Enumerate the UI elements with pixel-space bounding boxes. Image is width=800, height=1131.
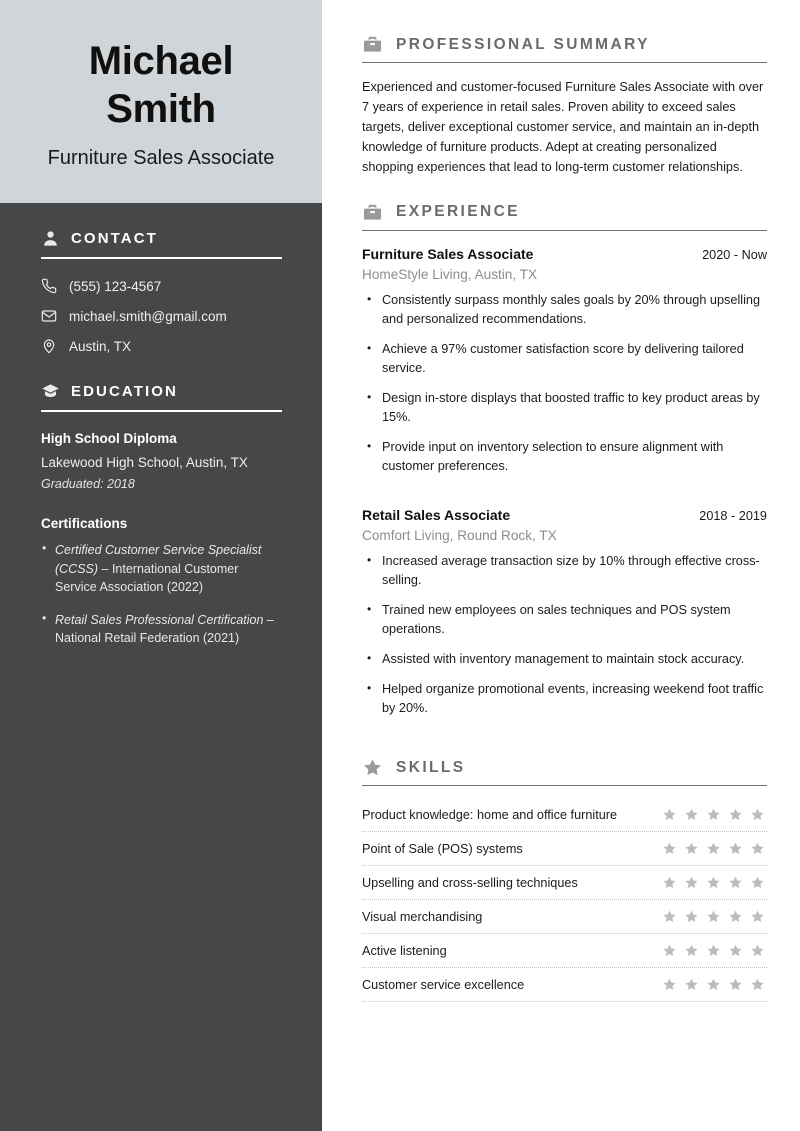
- skill-rating-stars: [662, 977, 767, 992]
- skill-row: [362, 934, 767, 968]
- experience-bullets: [362, 552, 767, 718]
- education-heading-row: [41, 382, 282, 410]
- star-icon: [684, 943, 699, 958]
- experience-entry: [362, 507, 767, 718]
- contact-heading: CONTACT: [71, 230, 158, 247]
- experience-dates: 2020 - Now: [702, 247, 767, 262]
- sidebar-body: [0, 203, 322, 1131]
- education-degree: High School Diploma: [41, 431, 177, 446]
- phone-icon: [41, 278, 57, 294]
- contact-email-row[interactable]: [41, 308, 282, 324]
- experience-bullet: • Provide input on inventory selection to ensure alignment with customer preferences.: [362, 438, 767, 476]
- skill-row: [362, 832, 767, 866]
- skill-name: Upselling and cross-selling techniques: [362, 875, 578, 890]
- star-icon: [362, 757, 383, 778]
- experience-bullet: • Consistently surpass monthly sales goals by 20% through upselling and personalized recommendations.: [362, 291, 767, 329]
- contact-divider: [41, 257, 282, 259]
- skill-rating-stars: [662, 909, 767, 924]
- summary-text: Experienced and customer-focused Furniture Sales Associate with over 7 years of experience in retail sales. Proven ability to exceed sales targets, deliver exceptional customer service, and maintain an in-depth knowledge of furniture products. Adept at creating personalized shopping experiences that lead to long-term customer relationships.: [362, 80, 764, 174]
- experience-company: Comfort Living, Round Rock, TX: [362, 528, 557, 544]
- experience-entry: [362, 246, 767, 476]
- star-icon: [728, 977, 743, 992]
- skills-divider: [362, 785, 767, 786]
- certification-issuer: – International Customer Service Association (2022): [55, 561, 239, 594]
- skill-rating-stars: [662, 875, 767, 890]
- certification-item: [41, 541, 282, 597]
- summary-divider: [362, 62, 767, 63]
- last-name: Smith: [106, 87, 216, 131]
- experience-bullet: • Trained new employees on sales techniques and POS system operations.: [362, 601, 767, 639]
- location-value: Austin, TX: [69, 338, 132, 354]
- experience-entry-header: [362, 246, 767, 262]
- contact-heading-row: [41, 229, 282, 257]
- experience-role: Furniture Sales Associate: [362, 245, 534, 262]
- contact-section: [41, 229, 282, 354]
- experience-role: Retail Sales Associate: [362, 507, 511, 524]
- certification-name: Certified Customer Service Specialist (CCSS): [55, 543, 262, 576]
- summary-heading: PROFESSIONAL SUMMARY: [396, 35, 650, 53]
- contact-location-row[interactable]: [41, 338, 282, 354]
- briefcase-icon: [362, 34, 383, 55]
- education-graduated: Graduated: 2018: [41, 477, 135, 491]
- education-divider: [41, 410, 282, 412]
- summary-heading-row: [362, 34, 767, 62]
- certifications-title: Certifications: [41, 516, 128, 531]
- skill-row: [362, 900, 767, 934]
- experience-dates: 2018 - 2019: [699, 509, 767, 524]
- star-icon: [662, 977, 677, 992]
- experience-bullets: [362, 291, 767, 476]
- contact-phone-row[interactable]: [41, 278, 282, 294]
- location-icon: [41, 338, 57, 354]
- experience-spacer: [362, 487, 767, 507]
- experience-bullet: • Achieve a 97% customer satisfaction score by delivering tailored service.: [362, 340, 767, 378]
- graduation-cap-icon: [41, 382, 60, 401]
- education-section: [41, 382, 282, 648]
- experience-bullet: • Helped organize promotional events, increasing weekend foot traffic by 20%.: [362, 680, 767, 718]
- certifications-list: [41, 541, 282, 648]
- experience-bullet: • Design in-store displays that boosted traffic to key product areas by 15%.: [362, 389, 767, 427]
- skill-name: Active listening: [362, 943, 447, 958]
- skill-name: Visual merchandising: [362, 909, 483, 924]
- experience-heading: EXPERIENCE: [396, 203, 520, 221]
- name-header-panel: [0, 0, 322, 203]
- experience-section: [362, 202, 767, 719]
- briefcase-icon: [362, 202, 383, 223]
- star-icon: [750, 807, 765, 822]
- skills-section: [362, 757, 767, 1002]
- star-icon: [684, 807, 699, 822]
- star-icon: [706, 807, 721, 822]
- skill-rating-stars: [662, 943, 767, 958]
- education-school: Lakewood High School, Austin, TX: [41, 455, 248, 470]
- star-icon: [706, 977, 721, 992]
- phone-value: (555) 123-4567: [69, 278, 162, 294]
- skills-list: [362, 801, 767, 1002]
- experience-bullet: • Increased average transaction size by 10% through effective cross-selling.: [362, 552, 767, 590]
- star-icon: [662, 841, 677, 856]
- star-icon: [706, 909, 721, 924]
- star-icon: [706, 841, 721, 856]
- skill-rating-stars: [662, 807, 767, 822]
- star-icon: [662, 943, 677, 958]
- star-icon: [750, 841, 765, 856]
- skill-row: [362, 866, 767, 900]
- star-icon: [728, 807, 743, 822]
- star-icon: [750, 977, 765, 992]
- star-icon: [662, 909, 677, 924]
- star-icon: [728, 943, 743, 958]
- star-icon: [728, 841, 743, 856]
- experience-entry-header: [362, 507, 767, 523]
- main-column: [322, 0, 800, 1131]
- user-icon: [41, 229, 60, 248]
- star-icon: [684, 841, 699, 856]
- star-icon: [750, 875, 765, 890]
- star-icon: [684, 977, 699, 992]
- skill-rating-stars: [662, 841, 767, 856]
- sidebar: [0, 0, 322, 1131]
- skill-name: Customer service excellence: [362, 977, 525, 992]
- skills-spacer: [362, 729, 767, 757]
- professional-summary-section: [362, 34, 767, 178]
- first-name: Michael: [88, 39, 234, 83]
- experience-bullet: • Assisted with inventory management to maintain stock accuracy.: [362, 650, 767, 669]
- email-value: michael.smith@gmail.com: [69, 308, 227, 324]
- header-job-title: Furniture Sales Associate: [47, 147, 275, 169]
- star-icon: [662, 807, 677, 822]
- skills-heading-row: [362, 757, 767, 785]
- experience-divider: [362, 230, 767, 231]
- certification-name: Retail Sales Professional Certification: [55, 612, 264, 627]
- star-icon: [684, 909, 699, 924]
- experience-heading-row: [362, 202, 767, 230]
- star-icon: [706, 875, 721, 890]
- experience-company: HomeStyle Living, Austin, TX: [362, 266, 538, 282]
- star-icon: [728, 875, 743, 890]
- education-heading: EDUCATION: [71, 383, 178, 400]
- skill-row: [362, 801, 767, 832]
- skill-name: Point of Sale (POS) systems: [362, 841, 523, 856]
- certification-item: [41, 611, 282, 648]
- star-icon: [662, 875, 677, 890]
- skill-row: [362, 968, 767, 1002]
- certification-issuer: – National Retail Federation (2021): [55, 612, 274, 645]
- star-icon: [750, 909, 765, 924]
- star-icon: [728, 909, 743, 924]
- star-icon: [706, 943, 721, 958]
- skills-heading: SKILLS: [396, 758, 466, 776]
- star-icon: [750, 943, 765, 958]
- email-icon: [41, 308, 57, 324]
- skill-name: Product knowledge: home and office furniture: [362, 807, 618, 822]
- star-icon: [684, 875, 699, 890]
